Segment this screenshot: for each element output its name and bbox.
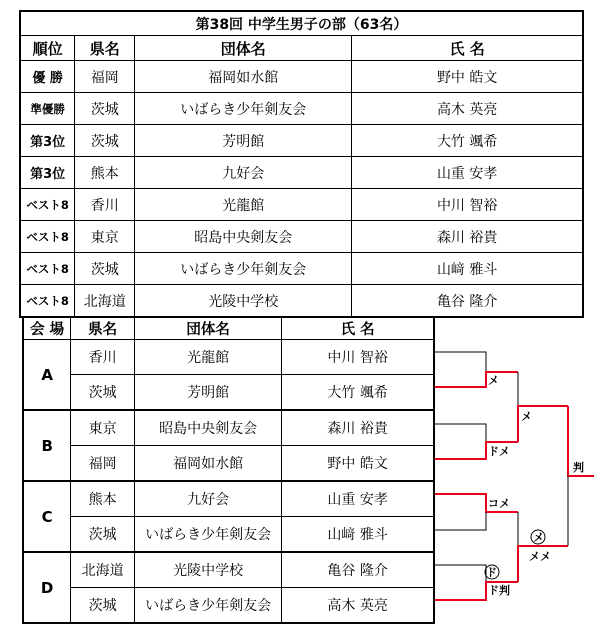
prefecture-cell: 福岡 <box>75 61 135 93</box>
score-label: ド判 <box>488 584 510 597</box>
team-cell: 福岡如水館 <box>135 446 282 482</box>
rank-cell: 第3位 <box>20 125 75 157</box>
header-team: 団体名 <box>135 36 352 61</box>
prefecture-cell: 茨城 <box>75 125 135 157</box>
athlete-name-cell: 野中 皓文 <box>352 61 583 93</box>
score-label: メメ <box>529 550 551 563</box>
venue-cell: D <box>23 552 71 623</box>
header-name: 氏 名 <box>282 317 434 340</box>
prefecture-cell: 香川 <box>75 189 135 221</box>
athlete-name-cell: 大竹 颯希 <box>282 375 434 411</box>
athlete-name-cell: 森川 裕貴 <box>352 221 583 253</box>
team-cell: 九好会 <box>135 481 282 517</box>
header-rank: 順位 <box>20 36 75 61</box>
header-name: 氏 名 <box>352 36 583 61</box>
rank-cell: 第3位 <box>20 157 75 189</box>
rank-cell: ベスト8 <box>20 285 75 318</box>
bracket-line-win <box>435 372 518 387</box>
circled-mark-label: ド <box>486 566 497 579</box>
prefecture-cell: 福岡 <box>71 446 135 482</box>
score-label: ドメ <box>488 445 510 458</box>
athlete-name-cell: 中川 智裕 <box>352 189 583 221</box>
prefecture-cell: 北海道 <box>75 285 135 318</box>
prefecture-cell: 東京 <box>75 221 135 253</box>
prefecture-cell: 茨城 <box>71 375 135 411</box>
venue-cell: B <box>23 410 71 481</box>
team-cell: 光陵中学校 <box>135 552 282 588</box>
bracket-line-lose <box>435 352 486 372</box>
athlete-name-cell: 山﨑 雅斗 <box>282 517 434 553</box>
prefecture-cell: 茨城 <box>71 517 135 553</box>
score-label: 判 <box>573 461 584 474</box>
header-team: 団体名 <box>135 317 282 340</box>
prefecture-cell: 茨城 <box>75 253 135 285</box>
prefecture-cell: 熊本 <box>71 481 135 517</box>
team-cell: 昭島中央剣友会 <box>135 221 352 253</box>
venue-cell: A <box>23 340 71 411</box>
header-prefecture: 県名 <box>71 317 135 340</box>
athlete-name-cell: 亀谷 隆介 <box>352 285 583 318</box>
team-cell: 光陵中学校 <box>135 285 352 318</box>
team-cell: 光龍館 <box>135 340 282 375</box>
circled-mark-label: メ <box>533 531 544 544</box>
score-label: メ <box>488 374 499 387</box>
team-cell: いばらき少年剣友会 <box>135 93 352 125</box>
team-cell: 光龍館 <box>135 189 352 221</box>
prefecture-cell: 東京 <box>71 410 135 446</box>
prefecture-cell: 北海道 <box>71 552 135 588</box>
rank-cell: 優 勝 <box>20 61 75 93</box>
athlete-name-cell: 山重 安孝 <box>352 157 583 189</box>
prefecture-cell: 熊本 <box>75 157 135 189</box>
team-cell: いばらき少年剣友会 <box>135 588 282 624</box>
bracket-line-lose <box>435 424 486 442</box>
bracket-line-lose <box>435 512 486 530</box>
bracket-line-lose <box>435 565 486 582</box>
team-cell: いばらき少年剣友会 <box>135 253 352 285</box>
team-cell: 九好会 <box>135 157 352 189</box>
score-label: コメ <box>488 497 510 510</box>
athlete-name-cell: 森川 裕貴 <box>282 410 434 446</box>
athlete-name-cell: 大竹 颯希 <box>352 125 583 157</box>
team-cell: 芳明館 <box>135 125 352 157</box>
rank-cell: 準優勝 <box>20 93 75 125</box>
athlete-name-cell: 中川 智裕 <box>282 340 434 375</box>
team-cell: 昭島中央剣友会 <box>135 410 282 446</box>
header-prefecture: 県名 <box>75 36 135 61</box>
venue-cell: C <box>23 481 71 552</box>
athlete-name-cell: 高木 英亮 <box>282 588 434 624</box>
header-venue: 会 場 <box>23 317 71 340</box>
rank-cell: ベスト8 <box>20 253 75 285</box>
prefecture-cell: 茨城 <box>75 93 135 125</box>
athlete-name-cell: 山﨑 雅斗 <box>352 253 583 285</box>
prefecture-cell: 香川 <box>71 340 135 375</box>
athlete-name-cell: 高木 英亮 <box>352 93 583 125</box>
prefecture-cell: 茨城 <box>71 588 135 624</box>
team-cell: 芳明館 <box>135 375 282 411</box>
score-label: メ <box>521 410 532 423</box>
athlete-name-cell: 野中 皓文 <box>282 446 434 482</box>
results-title: 第38回 中学生男子の部（63名） <box>20 11 583 36</box>
athlete-name-cell: 亀谷 隆介 <box>282 552 434 588</box>
team-cell: 福岡如水館 <box>135 61 352 93</box>
team-cell: いばらき少年剣友会 <box>135 517 282 553</box>
rank-cell: ベスト8 <box>20 189 75 221</box>
athlete-name-cell: 山重 安孝 <box>282 481 434 517</box>
rank-cell: ベスト8 <box>20 221 75 253</box>
